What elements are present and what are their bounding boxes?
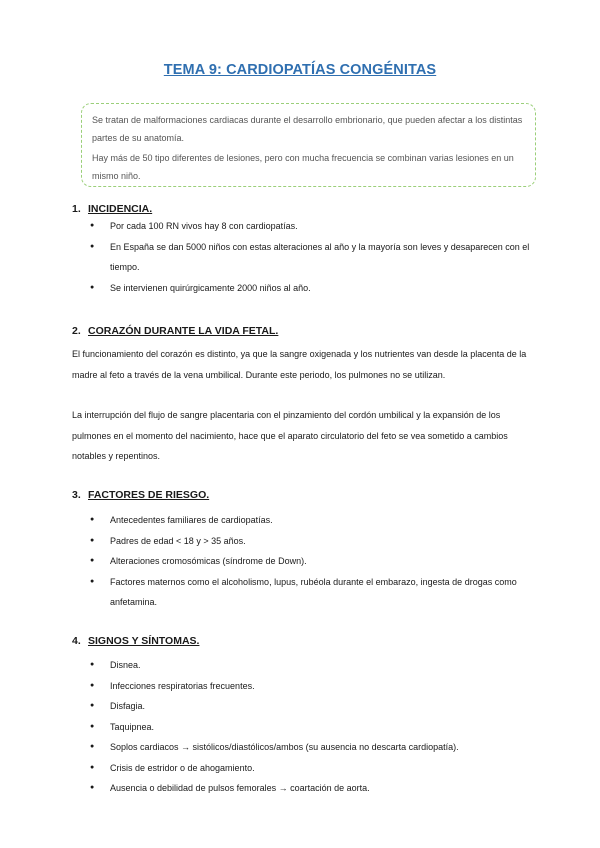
page-title: TEMA 9: CARDIOPATÍAS CONGÉNITAS (163, 62, 437, 78)
section-heading-factores-riesgo (72, 489, 209, 501)
list-item: ● Crisis de estridor o de ahogamiento. (90, 758, 530, 779)
list-item: ● Disnea. (90, 655, 530, 676)
list-item: ● Taquipnea. (90, 717, 530, 738)
section-heading-text: CORAZÓN DURANTE LA VIDA FETAL. (88, 325, 279, 337)
section-number: 1. (72, 203, 81, 215)
incidencia-list (90, 216, 530, 298)
section-number: 4. (72, 635, 81, 647)
intro-paragraph-2: Hay más de 50 tipo diferentes de lesiones, pero con mucha frecuencia se combinan varias lesiones en un mismo niño. (92, 153, 514, 181)
list-item: ● Disfagia. (90, 696, 530, 717)
intro-paragraph-1: Se tratan de malformaciones cardiacas durante el desarrollo embrionario, que pueden afectar a los distintas partes de su anatomía. (92, 115, 523, 143)
list-item: ● Factores maternos como el alcoholismo, lupus, rubéola durante el embarazo, ingesta de drogas como anfetamina. (90, 572, 530, 613)
list-item: ● Se intervienen quirúrgicamente 2000 niños al año. (90, 278, 530, 299)
intro-box (81, 103, 536, 187)
section-number: 2. (72, 325, 81, 337)
list-item: ● Infecciones respiratorias frecuentes. (90, 676, 530, 697)
list-item: ● Soplos cardiacos → sistólicos/diastólicos/ambos (su ausencia no descarta cardiopatía). (90, 737, 530, 758)
list-item: ● Por cada 100 RN vivos hay 8 con cardiopatías. (90, 216, 530, 237)
factores-list (90, 510, 530, 613)
paragraph: La interrupción del flujo de sangre placentaria con el pinzamiento del cordón umbilical y la expansión de los pulmones en el momento del nacimiento, hace que el aparato circulatorio del feto se vea sometido a cambios notables y repentinos. (72, 410, 508, 461)
list-item: ● Alteraciones cromosómicas (síndrome de Down). (90, 551, 530, 572)
list-item: ● En España se dan 5000 niños con estas alteraciones al año y la mayoría son leves y desaparecen con el tiempo. (90, 237, 530, 278)
list-item: ● Ausencia o debilidad de pulsos femorales → coartación de aorta. (90, 778, 530, 799)
list-item: ● Padres de edad < 18 y > 35 años. (90, 531, 530, 552)
section-heading-text: INCIDENCIA. (88, 203, 153, 215)
section-heading-text: SIGNOS Y SÍNTOMAS. (88, 635, 200, 647)
section-number: 3. (72, 489, 81, 501)
section-heading-text: FACTORES DE RIESGO. (88, 489, 210, 501)
paragraph: El funcionamiento del corazón es distinto, ya que la sangre oxigenada y los nutrientes van desde la placenta de la madre al feto a través de la vena umbilical. Durante este periodo, los pulmones no se utilizan. (72, 349, 527, 380)
section-heading-incidencia (72, 203, 152, 215)
section-heading-signos-sintomas (72, 635, 199, 647)
list-item: ● Antecedentes familiares de cardiopatías. (90, 510, 530, 531)
signos-list (90, 655, 530, 799)
section-heading-corazon-fetal (72, 325, 278, 337)
